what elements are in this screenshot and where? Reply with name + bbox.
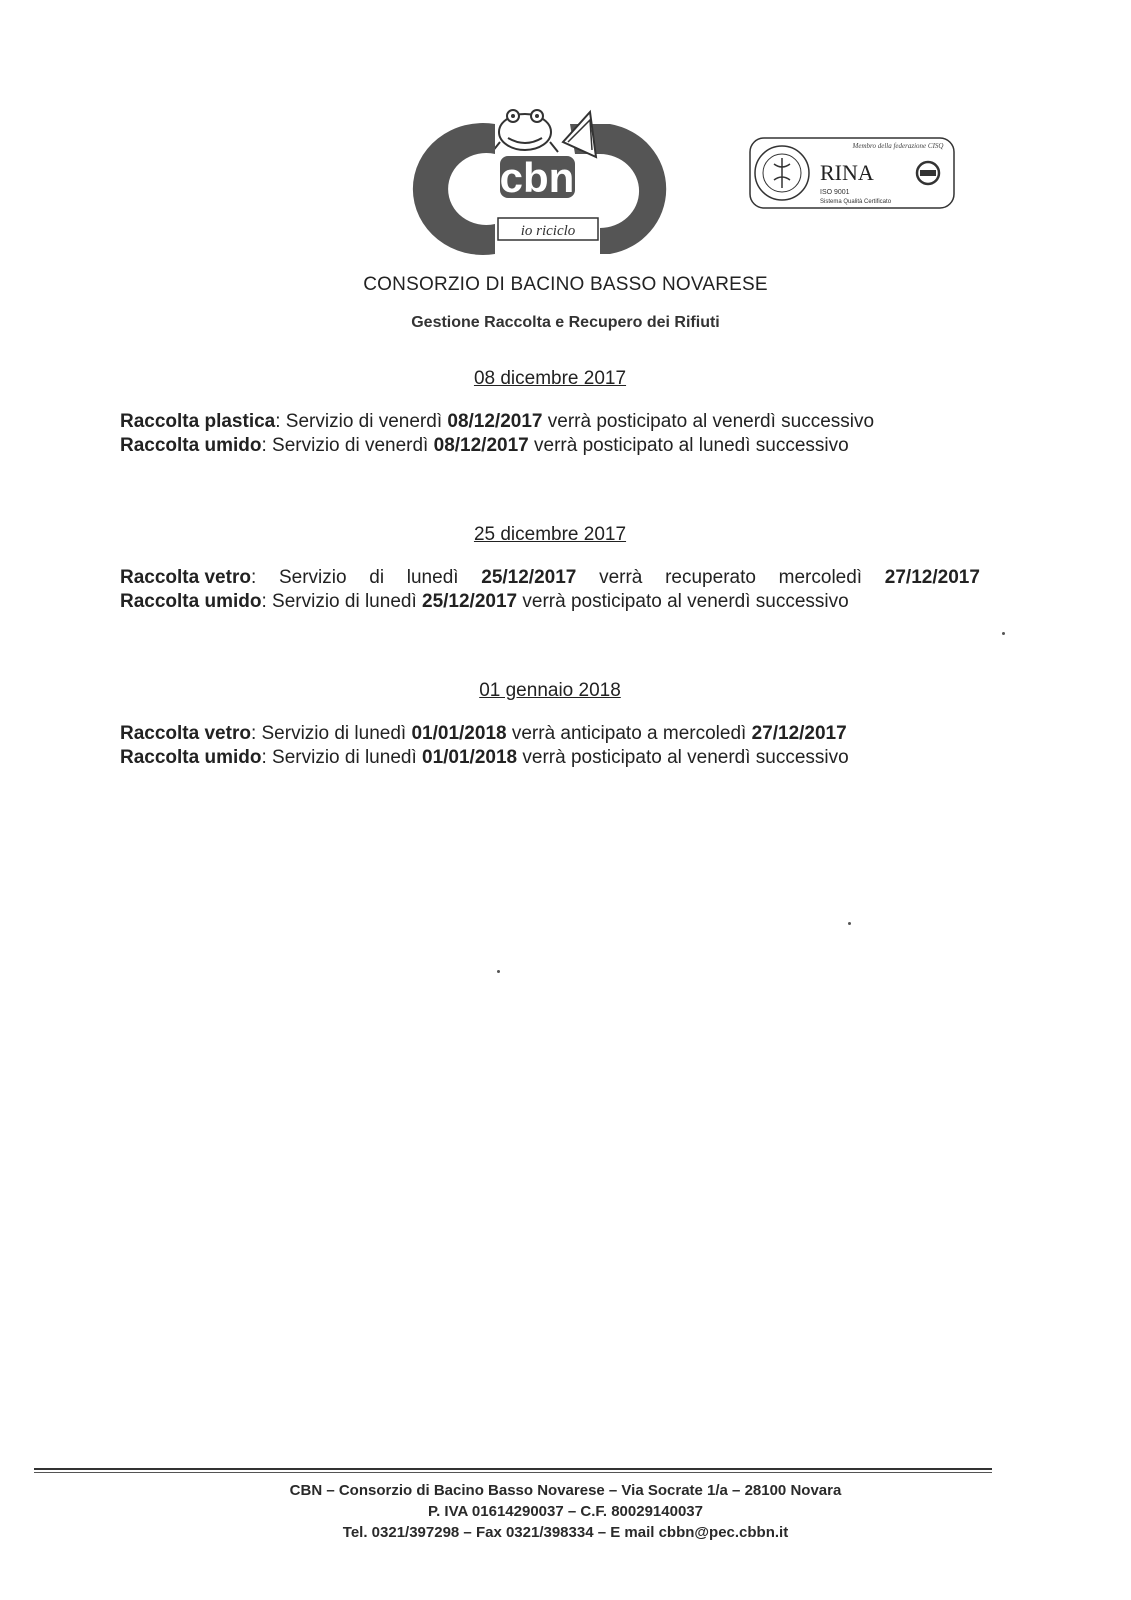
collection-type: Raccolta plastica: [120, 411, 276, 432]
entry-date: 08/12/2017: [447, 411, 543, 432]
entry-word: recuperato: [665, 567, 756, 588]
entry-date: 25/12/2017: [481, 567, 577, 588]
collection-type: Raccolta umido: [120, 747, 262, 768]
notice-entry: [120, 434, 1000, 458]
entry-text: verrà posticipato al venerdì successivo: [542, 411, 875, 432]
collection-type: Raccolta umido: [120, 591, 262, 612]
rina-text: RINA: [820, 160, 874, 185]
organization-title: CONSORZIO DI BACINO BASSO NOVARESE: [363, 274, 768, 295]
notice-section-2: [120, 524, 1000, 614]
notice-entry: [120, 590, 1000, 614]
scan-speck: [1002, 632, 1005, 635]
footer-tax-ids: P. IVA 01614290037 – C.F. 80029140037: [428, 1503, 703, 1520]
entry-date: 25/12/2017: [422, 591, 518, 612]
notice-entry: [120, 746, 1000, 770]
collection-type: Raccolta vetro: [120, 723, 251, 744]
entry-date: 01/01/2018: [411, 723, 507, 744]
entry-word: mercoledì: [778, 567, 863, 588]
entry-word: verrà: [599, 567, 643, 588]
cert-membership-text: Membro della federazione CISQ: [852, 142, 944, 150]
notice-entry: Raccolta vetro: Servizio di lunedì 25/12/2017 verrà recuperato mercoledì 27/12/2017: [120, 567, 980, 588]
cbn-logo-text: cbn: [499, 154, 575, 201]
notice-section-3: [120, 680, 1000, 770]
section-date: 01 gennaio 2018: [479, 680, 621, 701]
collection-type: Raccolta vetro: [120, 567, 251, 588]
footer-divider: [34, 1472, 992, 1473]
entry-word: lunedì: [406, 567, 459, 588]
cbn-logo: [400, 102, 710, 260]
footer: [0, 1480, 1131, 1543]
entry-date: 27/12/2017: [884, 567, 980, 588]
entry-text: : Servizio di venerdì: [275, 411, 448, 432]
entry-date: 27/12/2017: [751, 723, 847, 744]
entry-text: : Servizio di venerdì: [261, 435, 434, 456]
section-date: 08 dicembre 2017: [473, 368, 627, 389]
scan-speck: [497, 970, 500, 973]
notice-entry: [120, 410, 1000, 434]
notice-entry: [120, 722, 1000, 746]
entry-text: verrà anticipato a mercoledì: [506, 723, 752, 744]
organization-subtitle: Gestione Raccolta e Recupero dei Rifiuti: [411, 314, 720, 331]
rina-certification-logo: [748, 134, 958, 212]
entry-text: verrà posticipato al venerdì successivo: [517, 747, 849, 768]
scan-speck: [848, 922, 851, 925]
footer-address: CBN – Consorzio di Bacino Basso Novarese – Via Socrate 1/a – 28100 Novara: [289, 1482, 842, 1499]
entry-text: : Servizio di lunedì: [261, 747, 423, 768]
entry-date: 01/01/2018: [422, 747, 518, 768]
entry-text: : Servizio di lunedì: [250, 723, 412, 744]
entry-text: : Servizio di lunedì: [261, 591, 423, 612]
notice-section-1: [120, 368, 1000, 458]
frog-mascot-icon: [492, 110, 558, 152]
entry-word: Servizio: [278, 567, 347, 588]
entry-text: verrà posticipato al lunedì successivo: [528, 435, 849, 456]
quality-system-text: Sistema Qualità Certificato: [820, 199, 892, 205]
iso-text: ISO 9001: [820, 189, 850, 196]
section-date: 25 dicembre 2017: [473, 524, 627, 545]
entry-word: di: [369, 567, 385, 588]
entry-text: verrà posticipato al venerdì successivo: [517, 591, 849, 612]
collection-type: Raccolta umido: [120, 435, 262, 456]
cbn-logo-tagline: io riciclo: [520, 223, 576, 239]
entry-date: 08/12/2017: [433, 435, 529, 456]
footer-divider: [34, 1468, 992, 1470]
footer-contacts: Tel. 0321/397298 – Fax 0321/398334 – E mail cbbn@pec.cbbn.it: [342, 1524, 789, 1541]
